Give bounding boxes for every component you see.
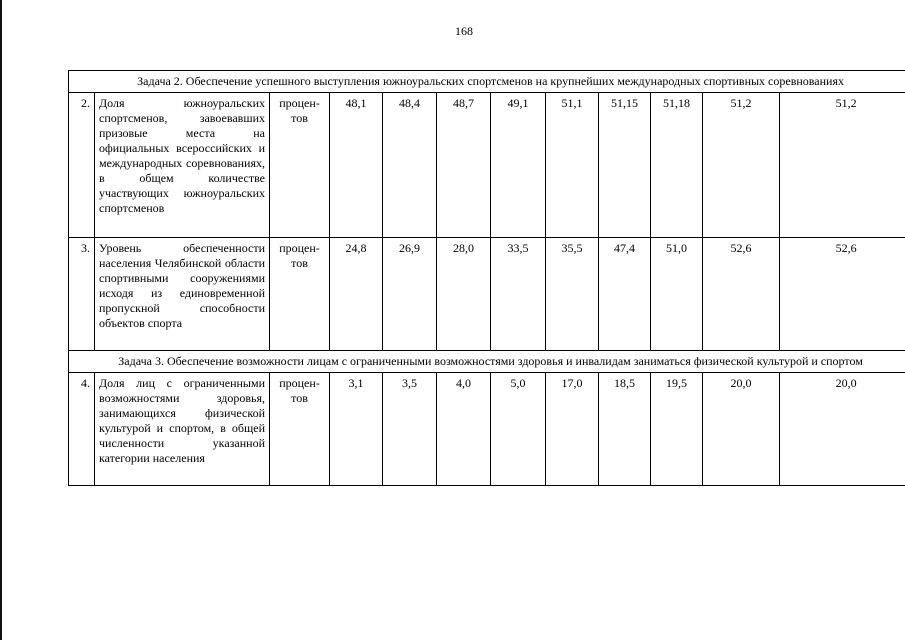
value-cell: 20,0 [780, 373, 905, 486]
value-cell: 51,1 [546, 93, 599, 238]
row-number: 4. [69, 373, 95, 486]
value-cell: 5,0 [491, 373, 546, 486]
value-cell: 17,0 [546, 373, 599, 486]
task-row [69, 351, 905, 373]
value-cell: 26,9 [383, 238, 437, 351]
indicator-name: Доля южноуральских спортсменов, завоевавших призовые места на официальных всероссийских и международных соревнованиях, в общем количестве участвующих южноуральских спортсменов [95, 93, 270, 238]
value-cell: 4,0 [437, 373, 491, 486]
table-row [69, 238, 905, 351]
unit-cell: процен- тов [270, 373, 330, 486]
value-cell: 35,5 [546, 238, 599, 351]
value-cell: 51,0 [651, 238, 703, 351]
value-cell: 52,6 [703, 238, 780, 351]
page-left-border [0, 0, 2, 640]
value-cell: 49,1 [491, 93, 546, 238]
page-number: 168 [455, 24, 473, 38]
value-cell: 51,18 [651, 93, 703, 238]
task-title: Задача 2. Обеспечение успешного выступления южноуральских спортсменов на крупнейших международных спортивных соревнованиях [69, 71, 905, 93]
row-number: 3. [69, 238, 95, 351]
value-cell: 51,2 [780, 93, 905, 238]
task-title: Задача 3. Обеспечение возможности лицам с ограниченными возможностями здоровья и инвалидам заниматься физической культурой и спортом [69, 351, 905, 373]
indicator-name: Уровень обеспеченности населения Челябинской области спортивными сооружениями исходя из единовременной пропускной способности объектов спорта [95, 238, 270, 351]
table-row [69, 93, 905, 238]
unit-cell: процен- тов [270, 238, 330, 351]
value-cell: 48,1 [330, 93, 383, 238]
unit-cell: процен- тов [270, 93, 330, 238]
table-row [69, 373, 905, 486]
indicator-name: Доля лиц с ограниченными возможностями здоровья, занимающихся физической культурой и спортом, в общей численности указанной категории населения [95, 373, 270, 486]
row-number: 2. [69, 93, 95, 238]
value-cell: 28,0 [437, 238, 491, 351]
value-cell: 51,2 [703, 93, 780, 238]
value-cell: 48,7 [437, 93, 491, 238]
value-cell: 18,5 [599, 373, 651, 486]
value-cell: 51,15 [599, 93, 651, 238]
value-cell: 33,5 [491, 238, 546, 351]
value-cell: 24,8 [330, 238, 383, 351]
value-cell: 20,0 [703, 373, 780, 486]
value-cell: 19,5 [651, 373, 703, 486]
value-cell: 3,1 [330, 373, 383, 486]
indicators-table [68, 70, 905, 486]
task-row [69, 71, 905, 93]
value-cell: 3,5 [383, 373, 437, 486]
value-cell: 48,4 [383, 93, 437, 238]
value-cell: 47,4 [599, 238, 651, 351]
value-cell: 52,6 [780, 238, 905, 351]
